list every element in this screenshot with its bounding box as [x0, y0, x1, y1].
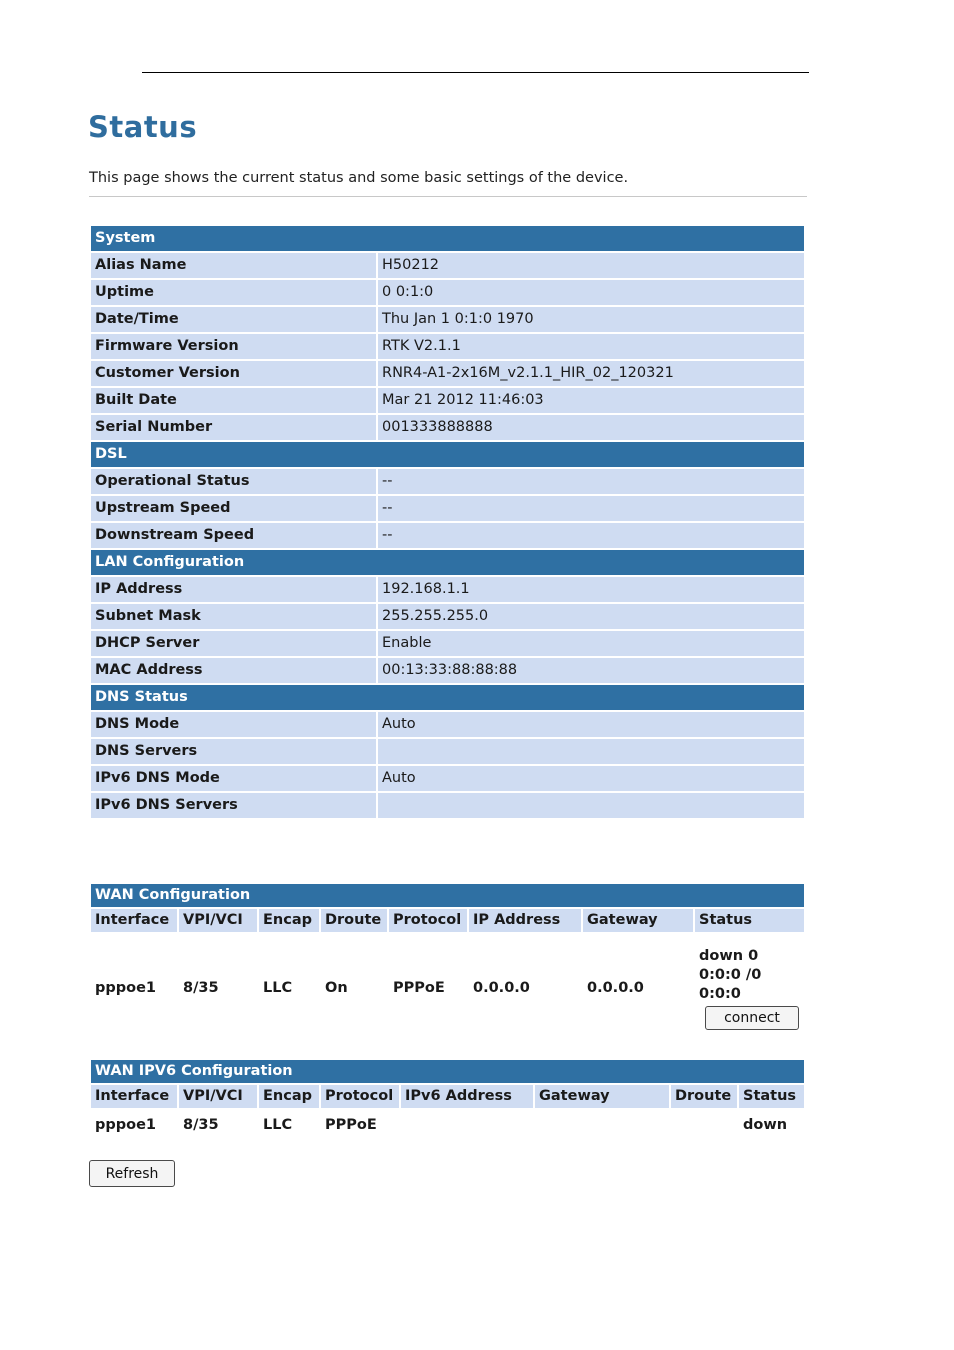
section-header-dsl: [91, 442, 804, 467]
row-value: Thu Jan 1 0:1:0 1970: [378, 307, 804, 332]
section-title: System: [91, 226, 804, 251]
row-label: MAC Address: [91, 658, 376, 683]
table-row: [91, 604, 804, 629]
section-title: DSL: [91, 442, 804, 467]
column-header: Protocol: [321, 1085, 399, 1108]
section-header-system: [91, 226, 804, 251]
section-title: WAN Configuration: [91, 884, 804, 907]
table-row: [91, 577, 804, 602]
section-title: WAN IPV6 Configuration: [91, 1060, 804, 1083]
row-label: IP Address: [91, 577, 376, 602]
table-row: [91, 469, 804, 494]
row-value: 001333888888: [378, 415, 804, 440]
column-header: Droute: [321, 909, 387, 932]
row-value: Enable: [378, 631, 804, 656]
column-header: Status: [695, 909, 804, 932]
row-value: Auto: [378, 766, 804, 791]
table-row: [91, 934, 804, 1042]
wan-ip-address: 0.0.0.0: [473, 980, 530, 996]
row-value: --: [378, 523, 804, 548]
refresh-button[interactable]: Refresh: [89, 1160, 175, 1187]
page-title: Status: [88, 110, 198, 144]
column-header: Gateway: [583, 909, 693, 932]
wan-ipv6-configuration-table: [89, 1058, 806, 1142]
row-label: Firmware Version: [91, 334, 376, 359]
section-title: LAN Configuration: [91, 550, 804, 575]
description-divider: [89, 196, 807, 197]
status-table: [89, 224, 806, 820]
column-header: IP Address: [469, 909, 581, 932]
row-label: DNS Mode: [91, 712, 376, 737]
column-header: VPI/VCI: [179, 1085, 257, 1108]
wan6-droute: [671, 1110, 737, 1140]
row-label: IPv6 DNS Mode: [91, 766, 376, 791]
section-header-dns: [91, 685, 804, 710]
row-label: DNS Servers: [91, 739, 376, 764]
column-header: Droute: [671, 1085, 737, 1108]
row-label: Subnet Mask: [91, 604, 376, 629]
table-row: [91, 361, 804, 386]
wan-status-line: 0:0:0: [699, 985, 741, 1002]
column-header: IPv6 Address: [401, 1085, 533, 1108]
row-value: 192.168.1.1: [378, 577, 804, 602]
row-value: [378, 739, 804, 764]
row-label: Date/Time: [91, 307, 376, 332]
row-label: Upstream Speed: [91, 496, 376, 521]
row-value: [378, 793, 804, 818]
row-label: Serial Number: [91, 415, 376, 440]
table-row: [91, 307, 804, 332]
wan-droute: On: [325, 980, 348, 996]
wan-protocol: PPPoE: [393, 980, 445, 996]
wan6-section-header: [91, 1060, 804, 1083]
table-row: [91, 631, 804, 656]
wan-encap: LLC: [263, 980, 293, 996]
table-row: [91, 793, 804, 818]
wan-section-header: [91, 884, 804, 907]
wan-status: [695, 934, 804, 1042]
row-value: Auto: [378, 712, 804, 737]
table-row: [91, 658, 804, 683]
row-label: DHCP Server: [91, 631, 376, 656]
row-value: --: [378, 496, 804, 521]
row-label: Uptime: [91, 280, 376, 305]
row-label: Downstream Speed: [91, 523, 376, 548]
wan6-vpi-vci: 8/35: [183, 1117, 219, 1133]
row-value: RTK V2.1.1: [378, 334, 804, 359]
wan6-ipv6-address: [401, 1110, 533, 1140]
wan6-interface: pppoe1: [95, 1117, 157, 1133]
table-row: [91, 496, 804, 521]
row-label: IPv6 DNS Servers: [91, 793, 376, 818]
row-value: 255.255.255.0: [378, 604, 804, 629]
table-row: [91, 1110, 804, 1140]
row-value: --: [378, 469, 804, 494]
column-header: Interface: [91, 1085, 177, 1108]
wan-configuration-table: [89, 882, 806, 1044]
column-header: Interface: [91, 909, 177, 932]
wan-vpi-vci: 8/35: [183, 980, 219, 996]
wan-status-line: 0:0:0 /0: [699, 966, 762, 983]
wan6-status: down: [743, 1117, 788, 1133]
section-title: DNS Status: [91, 685, 804, 710]
row-label: Built Date: [91, 388, 376, 413]
table-row: [91, 739, 804, 764]
column-header: Encap: [259, 1085, 319, 1108]
column-header: Status: [739, 1085, 804, 1108]
wan6-header-row: [91, 1085, 804, 1108]
row-value: 0 0:1:0: [378, 280, 804, 305]
table-row: [91, 253, 804, 278]
section-header-lan: [91, 550, 804, 575]
wan6-gateway: [535, 1110, 669, 1140]
row-value: H50212: [378, 253, 804, 278]
wan-gateway: 0.0.0.0: [587, 980, 644, 996]
wan-status-line: down 0: [699, 947, 759, 964]
top-rule: [142, 72, 809, 73]
connect-button[interactable]: connect: [705, 1006, 799, 1030]
row-value: 00:13:33:88:88:88: [378, 658, 804, 683]
wan6-encap: LLC: [263, 1117, 293, 1133]
table-row: [91, 523, 804, 548]
table-row: [91, 415, 804, 440]
row-label: Customer Version: [91, 361, 376, 386]
column-header: Encap: [259, 909, 319, 932]
row-value: Mar 21 2012 11:46:03: [378, 388, 804, 413]
column-header: VPI/VCI: [179, 909, 257, 932]
wan6-protocol: PPPoE: [325, 1117, 377, 1133]
page-description: This page shows the current status and some basic settings of the device.: [89, 170, 629, 186]
row-label: Alias Name: [91, 253, 376, 278]
table-row: [91, 388, 804, 413]
table-row: [91, 334, 804, 359]
wan-interface: pppoe1: [95, 980, 157, 996]
table-row: [91, 280, 804, 305]
wan-header-row: [91, 909, 804, 932]
row-value: RNR4-A1-2x16M_v2.1.1_HIR_02_120321: [378, 361, 804, 386]
column-header: Gateway: [535, 1085, 669, 1108]
column-header: Protocol: [389, 909, 467, 932]
table-row: [91, 766, 804, 791]
table-row: [91, 712, 804, 737]
row-label: Operational Status: [91, 469, 376, 494]
